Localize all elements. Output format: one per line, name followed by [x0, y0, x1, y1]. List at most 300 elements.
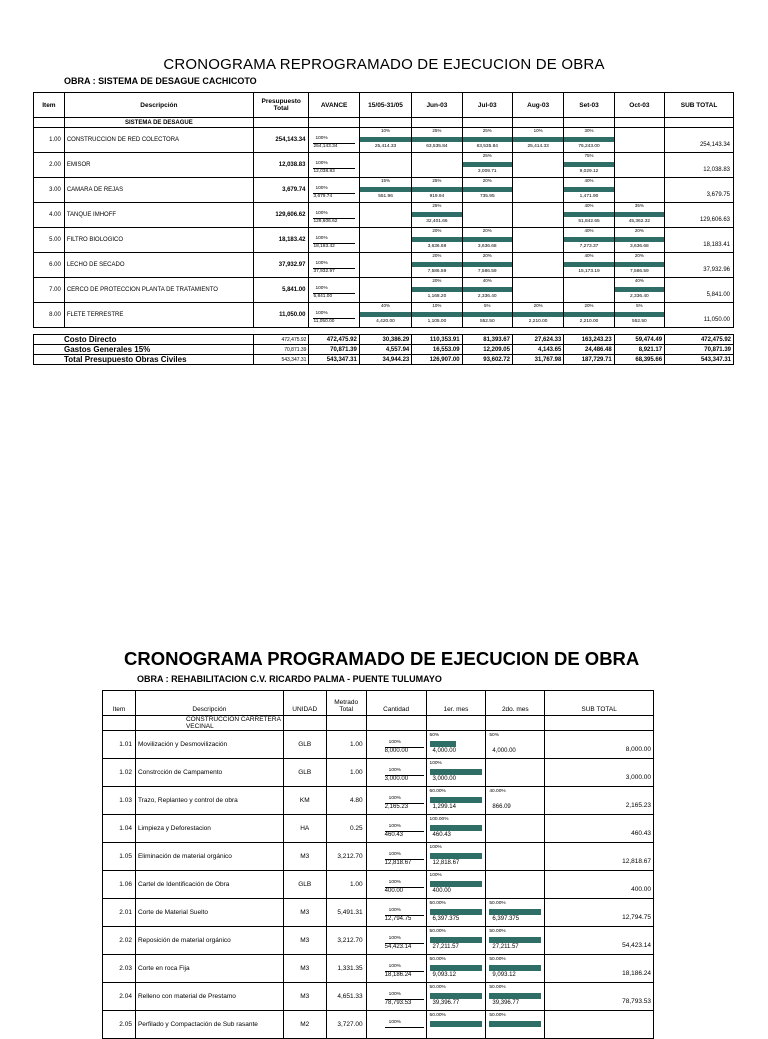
cantidad-cell	[366, 843, 426, 871]
month-percent: 20%	[432, 253, 442, 258]
metrado-total: 1.00	[326, 871, 366, 899]
month-box	[615, 303, 664, 327]
budget-total: 5,841.00	[253, 278, 309, 303]
month-cell	[426, 759, 486, 787]
month-percent: 5%	[484, 303, 491, 308]
month-box	[615, 278, 664, 302]
progress-bar	[463, 262, 512, 267]
month-amount: 4,000.00	[492, 748, 516, 754]
month-cell	[426, 871, 486, 899]
summary-row	[34, 335, 734, 345]
month-box	[412, 228, 461, 252]
month-cell	[412, 203, 462, 228]
month-box	[513, 303, 563, 327]
schedule2-obra: OBRA : REHABILITACION C.V. RICARDO PALMA - PUENTE TULUMAYO	[137, 674, 442, 684]
progress-bar	[564, 262, 613, 267]
avance-amount: 11,050.00	[313, 319, 335, 324]
cantidad-box	[367, 787, 426, 814]
month-box	[427, 983, 486, 1010]
summary-value: 30,386.29	[359, 335, 411, 345]
month-box	[513, 278, 563, 302]
month-percent: 10%	[432, 303, 442, 308]
summary-value: 472,475.92	[665, 335, 734, 345]
progress-bar	[615, 312, 664, 317]
cantidad-amount: 12,794.75	[384, 916, 412, 922]
unit: GLB	[283, 759, 326, 787]
section-title: CONSTRUCCION CARRETERA VECINAL	[135, 716, 283, 731]
cantidad-amount: 12,818.67	[384, 860, 412, 866]
item-description: Corte en roca Fija	[135, 955, 283, 983]
avance-amount: 37,932.97	[313, 269, 335, 274]
avance-percent: 100%	[315, 161, 328, 166]
avance-cell	[309, 178, 359, 203]
progress-bar	[513, 312, 563, 317]
month-cell	[486, 871, 545, 899]
cantidad-percent: 100%	[388, 824, 401, 829]
header-cell: SUB TOTAL	[545, 691, 654, 716]
subtotal-cell	[545, 871, 654, 899]
month-box	[427, 927, 486, 954]
month-cell	[512, 128, 563, 153]
month-percent: 40%	[584, 228, 594, 233]
avance-cell	[309, 303, 359, 328]
month-percent: 50.00%	[489, 901, 506, 906]
subtotal-value: 18,186.24	[622, 970, 651, 977]
month-cell	[614, 303, 664, 328]
subtotal-value: 78,793.53	[622, 998, 651, 1005]
month-amount: 9,029.12	[579, 169, 599, 174]
cantidad-amount: 3,000.00	[384, 776, 409, 782]
item-description: Constrcción de Campamento	[135, 759, 283, 787]
progress-bar	[412, 262, 461, 267]
subtotal-cell	[545, 927, 654, 955]
month-box	[427, 955, 486, 982]
month-percent: 50.00%	[489, 957, 506, 962]
header-cell: Jul-03	[462, 93, 512, 118]
subtotal-value: 3,679.75	[706, 192, 730, 198]
subtotal-box	[545, 871, 653, 898]
header-cell: Descripción	[135, 691, 283, 716]
month-cell	[412, 128, 462, 153]
month-percent: 35%	[634, 203, 644, 208]
month-percent: 25%	[482, 128, 492, 133]
summary-value: 4,557.94	[359, 345, 411, 355]
avance-percent: 100%	[315, 236, 328, 241]
subtotal-box	[665, 253, 733, 277]
month-cell	[614, 228, 664, 253]
table-row	[34, 178, 734, 203]
month-amount: 3,000.00	[432, 776, 456, 782]
month-amount: 6,397.375	[432, 916, 460, 922]
month-box	[463, 303, 512, 327]
month-box	[564, 178, 613, 202]
table-row	[103, 1011, 654, 1039]
month-amount: 63,535.84	[476, 144, 498, 149]
subtotal-box	[665, 278, 733, 302]
month-amount: 39,396.77	[492, 1000, 520, 1006]
progress-bar	[463, 162, 512, 167]
month-percent: 20%	[533, 303, 543, 308]
item-number: 1.06	[103, 871, 136, 899]
month-cell	[412, 303, 462, 328]
month-box	[486, 871, 544, 898]
table-row	[103, 983, 654, 1011]
summary-value: 4,143.65	[512, 345, 563, 355]
month-amount: 2,336.40	[477, 294, 497, 299]
month-cell	[486, 731, 545, 759]
subtotal-cell	[545, 843, 654, 871]
item-description: FLETE TERRESTRE	[64, 303, 253, 328]
month-amount: 551.96	[378, 194, 393, 199]
blank-cell	[309, 118, 359, 128]
month-percent: 15%	[381, 178, 391, 183]
month-amount: 12,818.67	[432, 860, 460, 866]
month-percent: 25%	[432, 128, 442, 133]
item-number: 2.05	[103, 1011, 136, 1039]
month-box	[463, 278, 512, 302]
month-percent: 10%	[533, 128, 543, 133]
schedule2-table	[102, 690, 654, 1039]
month-box	[615, 128, 664, 152]
progress-bar	[430, 825, 482, 831]
progress-bar	[564, 237, 613, 242]
subtotal-box	[545, 899, 653, 926]
month-cell	[486, 955, 545, 983]
progress-bar	[564, 187, 613, 192]
item-description: Cartel de Identificación de Obra	[135, 871, 283, 899]
month-percent: 100%	[429, 761, 442, 766]
month-box	[463, 178, 512, 202]
month-amount: 3,636.68	[630, 244, 649, 249]
month-cell	[462, 128, 512, 153]
budget-total: 254,143.34	[253, 128, 309, 153]
metrado-total: 1,331.35	[326, 955, 366, 983]
month-percent: 20%	[482, 228, 492, 233]
cantidad-cell	[366, 871, 426, 899]
header-cell: AVANCE	[309, 93, 359, 118]
month-box	[564, 303, 613, 327]
table-row	[34, 253, 734, 278]
subtotal-box	[545, 815, 653, 842]
cantidad-box	[367, 759, 426, 786]
month-cell	[614, 178, 664, 203]
summary-label: Gastos Generales 15%	[34, 345, 254, 355]
section-title: SISTEMA DE DESAGUE	[64, 118, 253, 128]
month-cell	[486, 927, 545, 955]
subtotal-cell	[665, 153, 734, 178]
month-box	[615, 228, 664, 252]
subtotal-value: 37,932.96	[703, 267, 730, 273]
month-percent: 50.00%	[429, 1013, 446, 1018]
month-box	[360, 128, 411, 152]
month-cell	[426, 843, 486, 871]
subtotal-value: 2,165.23	[625, 802, 651, 809]
cantidad-amount: 8,000.00	[384, 748, 409, 754]
summary-value: 59,474.49	[614, 335, 664, 345]
item-description: Corte de Material Suelto	[135, 899, 283, 927]
month-percent: 20%	[634, 228, 644, 233]
summary-value: 543,347.31	[253, 355, 309, 365]
summary-value: 472,475.92	[309, 335, 359, 345]
progress-bar	[489, 937, 541, 943]
month-box	[486, 899, 544, 926]
progress-bar	[430, 993, 482, 999]
month-box	[513, 153, 563, 177]
month-box	[427, 843, 486, 870]
avance-amount: 12,038.83	[313, 169, 335, 174]
subtotal-value: 54,423.14	[622, 942, 651, 949]
progress-bar	[360, 187, 411, 192]
month-amount: 460.43	[432, 832, 451, 838]
item-number: 2.00	[34, 153, 65, 178]
summary-value: 70,871.39	[309, 345, 359, 355]
progress-bar	[430, 797, 482, 803]
item-number: 1.00	[34, 128, 65, 153]
progress-bar	[360, 312, 411, 317]
summary-value: 126,907.00	[412, 355, 462, 365]
month-box	[463, 203, 512, 227]
header-cell: Metrado Total	[326, 691, 366, 716]
header-cell: Item	[34, 93, 65, 118]
month-cell	[426, 927, 486, 955]
cantidad-percent: 100%	[388, 740, 401, 745]
item-description: CERCO DE PROTECCION PLANTA DE TRATAMIENTO	[64, 278, 253, 303]
avance-box	[309, 128, 358, 152]
schedule1-table	[33, 92, 734, 328]
metrado-total: 5,491.31	[326, 899, 366, 927]
month-cell	[564, 303, 614, 328]
header-cell: Set-03	[564, 93, 614, 118]
unit: M3	[283, 983, 326, 1011]
metrado-total: 3,212.70	[326, 843, 366, 871]
progress-bar	[489, 909, 541, 915]
month-box	[486, 927, 544, 954]
month-cell	[512, 303, 563, 328]
progress-bar	[513, 137, 563, 142]
month-cell	[412, 228, 462, 253]
summary-value: 16,553.09	[412, 345, 462, 355]
subtotal-cell	[545, 731, 654, 759]
item-number: 6.00	[34, 253, 65, 278]
cantidad-cell	[366, 899, 426, 927]
item-number: 4.00	[34, 203, 65, 228]
avance-percent: 100%	[315, 211, 328, 216]
avance-amount: 5,841.00	[313, 294, 333, 299]
month-amount: 1,471.90	[579, 194, 599, 199]
month-percent: 100%	[429, 845, 442, 850]
month-cell	[564, 178, 614, 203]
subtotal-box	[545, 787, 653, 814]
avance-cell	[309, 153, 359, 178]
month-cell	[359, 303, 411, 328]
subtotal-cell	[665, 178, 734, 203]
item-number: 2.01	[103, 899, 136, 927]
unit: M2	[283, 1011, 326, 1039]
table-row	[34, 203, 734, 228]
month-percent: 40%	[584, 178, 594, 183]
month-percent: 10%	[381, 128, 391, 133]
month-cell	[564, 228, 614, 253]
month-amount: 919.94	[429, 194, 445, 199]
month-cell	[512, 228, 563, 253]
month-box	[564, 153, 613, 177]
item-number: 1.01	[103, 731, 136, 759]
month-cell	[614, 128, 664, 153]
item-number: 2.04	[103, 983, 136, 1011]
progress-bar	[430, 909, 482, 915]
item-number: 3.00	[34, 178, 65, 203]
cantidad-amount: 54,423.14	[384, 944, 412, 950]
cantidad-percent: 100%	[388, 908, 401, 913]
month-box	[486, 955, 544, 982]
item-number: 1.05	[103, 843, 136, 871]
cantidad-percent: 100%	[388, 880, 401, 885]
blank-cell	[665, 118, 734, 128]
month-box	[427, 731, 486, 758]
month-amount: 3,009.71	[477, 169, 497, 174]
month-box	[513, 253, 563, 277]
table-row	[103, 955, 654, 983]
table-row	[103, 787, 654, 815]
summary-value: 70,871.39	[253, 345, 309, 355]
month-box	[486, 731, 544, 758]
progress-bar	[430, 1021, 482, 1027]
summary-value: 543,347.31	[309, 355, 359, 365]
table-row	[34, 228, 734, 253]
month-amount: 7,586.59	[630, 269, 649, 274]
subtotal-box	[665, 153, 733, 177]
progress-bar	[564, 312, 613, 317]
month-box	[486, 815, 544, 842]
month-amount: 9,093.12	[432, 972, 456, 978]
month-percent: 20%	[432, 278, 442, 283]
cantidad-box	[367, 871, 426, 898]
table-row	[103, 871, 654, 899]
progress-bar	[615, 262, 664, 267]
month-amount: 2,336.40	[630, 294, 649, 299]
cantidad-box	[367, 815, 426, 842]
header-cell: Item	[103, 691, 136, 716]
avance-box	[309, 203, 358, 227]
month-amount: 7,586.59	[477, 269, 497, 274]
cantidad-cell	[366, 1011, 426, 1039]
avance-cell	[309, 228, 359, 253]
budget-total: 12,038.83	[253, 153, 309, 178]
avance-amount: 3,679.74	[313, 194, 333, 199]
month-box	[412, 253, 461, 277]
month-amount: 9,093.12	[492, 972, 516, 978]
month-box	[513, 128, 563, 152]
month-cell	[564, 278, 614, 303]
cantidad-box	[367, 899, 426, 926]
subtotal-box	[545, 955, 653, 982]
summary-value: 12,209.05	[462, 345, 512, 355]
month-amount: 400.00	[432, 888, 451, 894]
avance-cell	[309, 203, 359, 228]
month-cell	[359, 153, 411, 178]
month-cell	[426, 787, 486, 815]
month-amount: 45,362.32	[628, 219, 651, 224]
cantidad-box	[367, 843, 426, 870]
month-amount: 7,273.37	[579, 244, 599, 249]
progress-bar	[360, 137, 411, 142]
table-row	[103, 815, 654, 843]
month-box	[486, 983, 544, 1010]
progress-bar	[615, 237, 664, 242]
unit: M3	[283, 927, 326, 955]
month-cell	[412, 253, 462, 278]
month-cell	[412, 178, 462, 203]
month-box	[427, 815, 486, 842]
cantidad-cell	[366, 759, 426, 787]
header-cell: UNIDAD	[283, 691, 326, 716]
table-row	[34, 153, 734, 178]
cantidad-amount: 18,186.24	[384, 972, 412, 978]
schedule1-summary	[33, 334, 734, 365]
summary-label: Total Presupuesto Obras Civiles	[34, 355, 254, 365]
month-percent: 30%	[584, 128, 594, 133]
item-description: TANQUE IMHOFF	[64, 203, 253, 228]
month-cell	[614, 278, 664, 303]
header-cell: Cantidad	[366, 691, 426, 716]
month-percent: 20%	[634, 253, 644, 258]
month-box	[564, 128, 613, 152]
table-row	[34, 303, 734, 328]
header-cell: Oct-03	[614, 93, 664, 118]
month-cell	[462, 303, 512, 328]
month-cell	[486, 759, 545, 787]
month-percent: 40%	[584, 203, 594, 208]
summary-value: 24,486.48	[564, 345, 614, 355]
item-description: Trazo, Replanteo y control de obra	[135, 787, 283, 815]
month-cell	[486, 787, 545, 815]
unit: M3	[283, 955, 326, 983]
subtotal-box	[545, 731, 653, 758]
avance-box	[309, 278, 358, 302]
cantidad-cell	[366, 787, 426, 815]
month-cell	[426, 731, 486, 759]
subtotal-value: 129,606.63	[699, 217, 730, 223]
item-number: 8.00	[34, 303, 65, 328]
summary-value: 543,347.31	[665, 355, 734, 365]
month-box	[615, 153, 664, 177]
cantidad-amount: 78,793.53	[384, 1000, 412, 1006]
month-box	[463, 253, 512, 277]
subtotal-box	[665, 228, 733, 252]
budget-total: 18,183.42	[253, 228, 309, 253]
progress-bar	[430, 741, 456, 747]
cantidad-cell	[366, 983, 426, 1011]
month-percent: 40%	[634, 278, 644, 283]
subtotal-value: 11,050.00	[703, 317, 730, 323]
month-box	[615, 253, 664, 277]
month-box	[564, 278, 613, 302]
month-cell	[462, 203, 512, 228]
summary-value: 93,602.72	[462, 355, 512, 365]
month-percent: 40%	[584, 253, 594, 258]
item-number: 1.02	[103, 759, 136, 787]
month-percent: 75%	[584, 153, 594, 158]
subtotal-box	[545, 759, 653, 786]
subtotal-box	[665, 178, 733, 202]
month-box	[360, 203, 411, 227]
metrado-total: 4,651.33	[326, 983, 366, 1011]
month-box	[360, 178, 411, 202]
subtotal-value: 12,794.75	[622, 914, 651, 921]
avance-cell	[309, 278, 359, 303]
blank-cell	[103, 716, 136, 731]
blank-cell	[326, 716, 366, 731]
